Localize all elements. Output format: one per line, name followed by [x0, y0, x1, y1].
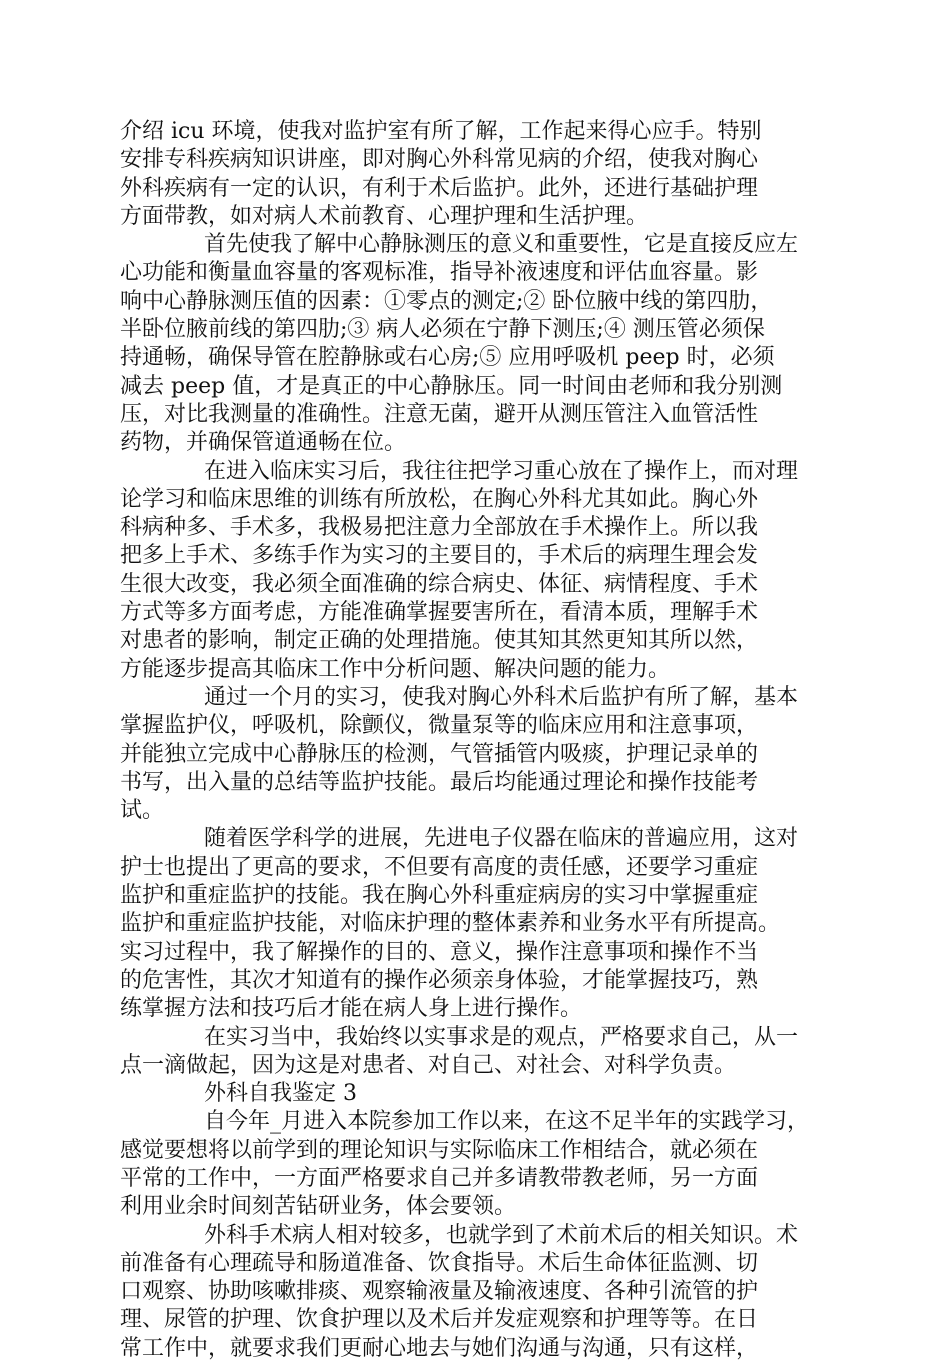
text-line: 方式等多方面考虑，方能准确掌握要害所在，看清本质，理解手术	[120, 600, 759, 626]
text-line: 减去 peep 值，才是真正的中心静脉压。同一时间由老师和我分别测	[120, 373, 783, 399]
text-line: 首先使我了解中心静脉测压的意义和重要性，它是直接反应左	[204, 232, 799, 258]
text-line: 药物，并确保管道通畅在位。	[120, 430, 407, 456]
text-line: 练掌握方法和技巧后才能在病人身上进行操作。	[120, 996, 583, 1022]
text-line: 常工作中，就要求我们更耐心地去与她们沟通与沟通，只有这样，	[120, 1335, 759, 1361]
text-line: 理、尿管的护理、饮食护理以及术后并发症观察和护理等等。在日	[120, 1307, 759, 1333]
text-line: 监护和重症监护的技能。我在胸心外科重症病房的实习中掌握重症	[120, 883, 759, 909]
text-line: 论学习和临床思维的训练有所放松，在胸心外科尤其如此。胸心外	[120, 486, 759, 512]
text-line: 响中心静脉测压值的因素：①零点的测定;② 卧位腋中线的第四肋，	[120, 288, 773, 314]
text-line: 试。	[120, 798, 165, 824]
text-line: 的危害性，其次才知道有的操作必须亲身体验，才能掌握技巧，熟	[120, 967, 759, 993]
text-line: 随着医学科学的进展，先进电子仪器在临床的普遍应用，这对	[204, 826, 799, 852]
text-line: 在进入临床实习后，我往往把学习重心放在了操作上，而对理	[204, 458, 799, 484]
text-line: 把多上手术、多练手作为实习的主要目的，手术后的病理生理会发	[120, 543, 759, 569]
document-page	[120, 118, 828, 1363]
text-line: 在实习当中，我始终以实事求是的观点，严格要求自己，从一	[204, 1024, 799, 1050]
text-line: 方面带教，如对病人术前教育、心理护理和生活护理。	[120, 203, 649, 229]
text-line: 外科疾病有一定的认识，有利于术后监护。此外，还进行基础护理	[120, 175, 759, 201]
text-line: 点一滴做起，因为这是对患者、对自己、对社会、对科学负责。	[120, 1052, 737, 1078]
text-line: 并能独立完成中心静脉压的检测，气管插管内吸痰，护理记录单的	[120, 741, 759, 767]
text-line: 平常的工作中，一方面严格要求自己并多请教带教老师，另一方面	[120, 1165, 759, 1191]
text-line: 科病种多、手术多，我极易把注意力全部放在手术操作上。所以我	[120, 515, 759, 541]
text-line: 方能逐步提高其临床工作中分析问题、解决问题的能力。	[120, 656, 671, 682]
text-line: 压，对比我测量的准确性。注意无菌，避开从测压管注入血管活性	[120, 401, 759, 427]
text-line: 口观察、协助咳嗽排痰、观察输液量及输液速度、各种引流管的护	[120, 1279, 759, 1305]
text-line: 护士也提出了更高的要求，不但要有高度的责任感，还要学习重症	[120, 854, 759, 880]
text-line: 生很大改变，我必须全面准确的综合病史、体征、病情程度、手术	[120, 571, 759, 597]
text-line: 通过一个月的实习，使我对胸心外科术后监护有所了解，基本	[204, 684, 799, 710]
text-line: 书写，出入量的总结等监护技能。最后均能通过理论和操作技能考	[120, 769, 759, 795]
text-line: 对患者的影响，制定正确的处理措施。使其知其然更知其所以然，	[120, 628, 759, 654]
text-line: 外科手术病人相对较多，也就学到了术前术后的相关知识。术	[204, 1222, 799, 1248]
text-line: 感觉要想将以前学到的理论知识与实际临床工作相结合，就必须在	[120, 1137, 759, 1163]
text-line: 外科自我鉴定 3	[204, 1081, 357, 1107]
text-line: 监护和重症监护技能，对临床护理的整体素养和业务水平有所提高。	[120, 911, 781, 937]
text-line: 实习过程中，我了解操作的目的、意义，操作注意事项和操作不当	[120, 939, 759, 965]
text-line: 掌握监护仪，呼吸机，除颤仪，微量泵等的临床应用和注意事项，	[120, 713, 759, 739]
text-line: 半卧位腋前线的第四肋;③ 病人必须在宁静下测压;④ 测压管必须保	[120, 317, 765, 343]
text-line: 介绍 icu 环境，使我对监护室有所了解，工作起来得心应手。特别	[120, 119, 762, 144]
text-line: 安排专科疾病知识讲座，即对胸心外科常见病的介绍，使我对胸心	[120, 147, 759, 173]
text-line: 心功能和衡量血容量的客观标准，指导补液速度和评估血容量。影	[120, 260, 759, 286]
text-line: 自今年_月进入本院参加工作以来，在这不足半年的实践学习，	[204, 1109, 810, 1135]
text-line: 利用业余时间刻苦钻研业务，体会要领。	[120, 1194, 517, 1220]
text-line: 前准备有心理疏导和肠道准备、饮食指导。术后生命体征监测、切	[120, 1250, 759, 1276]
text-line: 持通畅，确保导管在腔静脉或右心房;⑤ 应用呼吸机 peep 时，必须	[120, 345, 775, 371]
